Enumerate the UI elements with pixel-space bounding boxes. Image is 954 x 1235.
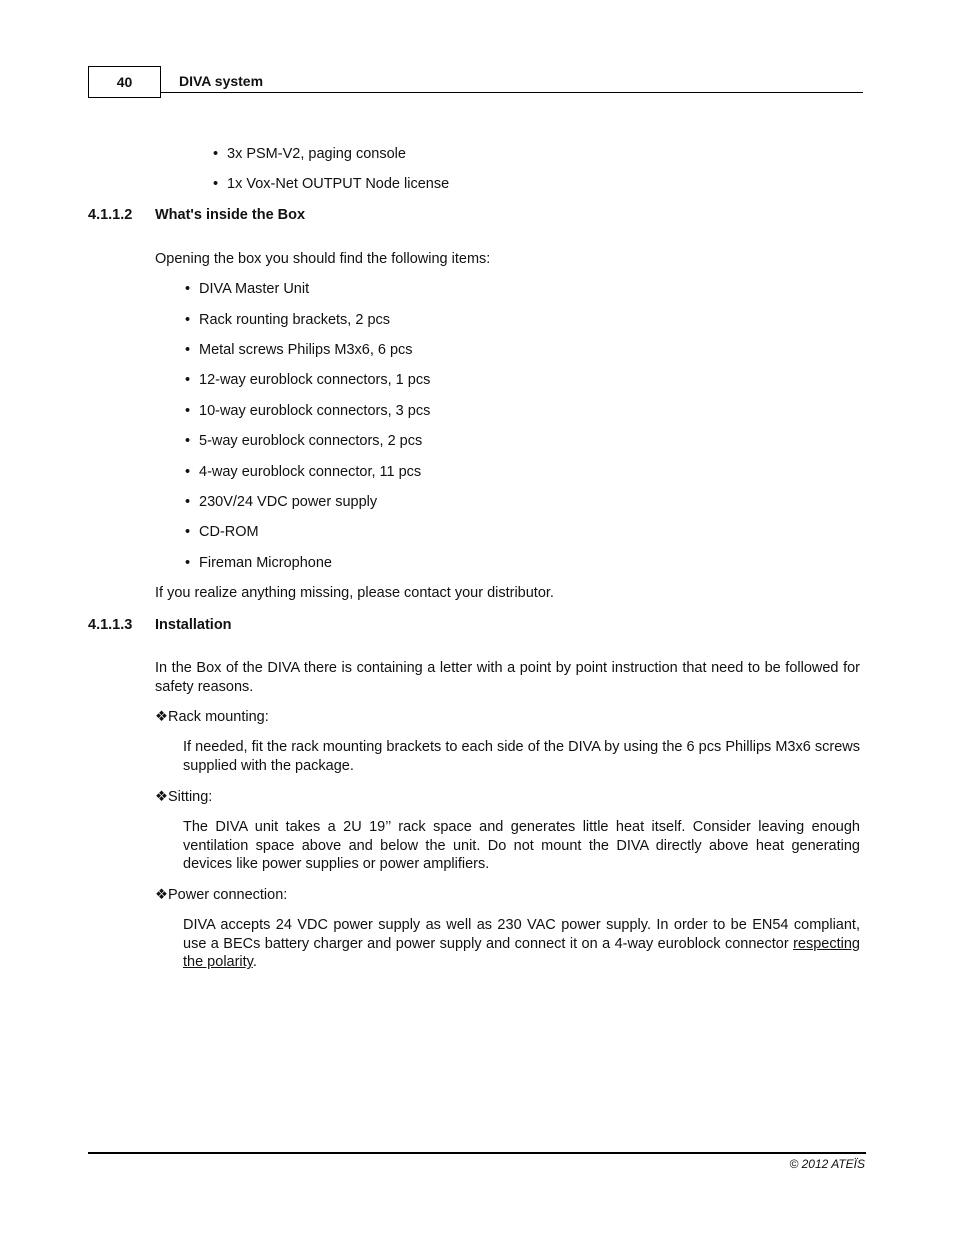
list-item: • 230V/24 VDC power supply [199,493,377,511]
footer-copyright: © 2012 ATEÏS [789,1157,865,1171]
subsection-label [155,886,287,904]
list-item: • 5-way euroblock connectors, 2 pcs [199,432,422,450]
list-item: • 12-way euroblock connectors, 1 pcs [199,371,430,389]
paragraph: In the Box of the DIVA there is containing a letter with a point by point instruction that need to be followed for safety reasons. [155,660,860,695]
polarity-link[interactable]: respecting the polarity [183,935,860,971]
list-item: • DIVA Master Unit [199,280,309,298]
section-title: What's inside the Box [155,207,306,223]
subsection-label [155,788,212,806]
subsection-label-text: Sitting: [168,789,213,805]
list-item: • Rack rounting brackets, 2 pcs [199,311,390,329]
footer-rule [88,1152,866,1154]
list-item: • 3x PSM-V2, paging console [227,145,406,163]
section-title: Installation [155,617,232,633]
header-title: DIVA system [179,73,264,89]
subsection-label-text: Power connection: [168,887,288,903]
list-item: • CD-ROM [199,523,259,541]
paragraph-text: . [252,954,257,971]
paragraph: The DIVA unit takes a 2U 19’’ rack space and generates little heat itself. Consider leaving enough ventilation space above and below the unit. Do not mount the DIVA directly above heat generating devices like power supplies or power amplifiers. [183,819,860,873]
header-rule [161,92,863,93]
list-item: • 4-way euroblock connector, 11 pcs [199,463,421,481]
paragraph-text: DIVA accepts 24 VDC power supply as well as 230 VAC power supply. In order to be EN54 compliant, use a BECs battery charger and power supply and connect it on a 4-way euroblock connector [183,917,860,952]
page-number: 40 [88,66,161,98]
paragraph [183,916,860,972]
subsection-label-text: Rack mounting: [168,709,269,725]
subsection-label [155,708,269,726]
paragraph: If needed, fit the rack mounting brackets to each side of the DIVA by using the 6 pcs Phillips M3x6 screws supplied with the package. [183,739,860,774]
paragraph: Opening the box you should find the following items: [155,251,491,267]
list-item: • 10-way euroblock connectors, 3 pcs [199,402,430,420]
list-item: • Metal screws Philips M3x6, 6 pcs [199,341,413,359]
section-number: 4.1.1.2 [88,207,133,223]
list-item: • Fireman Microphone [199,554,332,572]
section-number: 4.1.1.3 [88,617,133,633]
diamond-bullet-icon: ❖ [155,709,168,725]
list-item: • 1x Vox-Net OUTPUT Node license [227,175,449,193]
diamond-bullet-icon: ❖ [155,887,168,903]
paragraph: If you realize anything missing, please contact your distributor. [155,585,554,601]
diamond-bullet-icon: ❖ [155,789,168,805]
